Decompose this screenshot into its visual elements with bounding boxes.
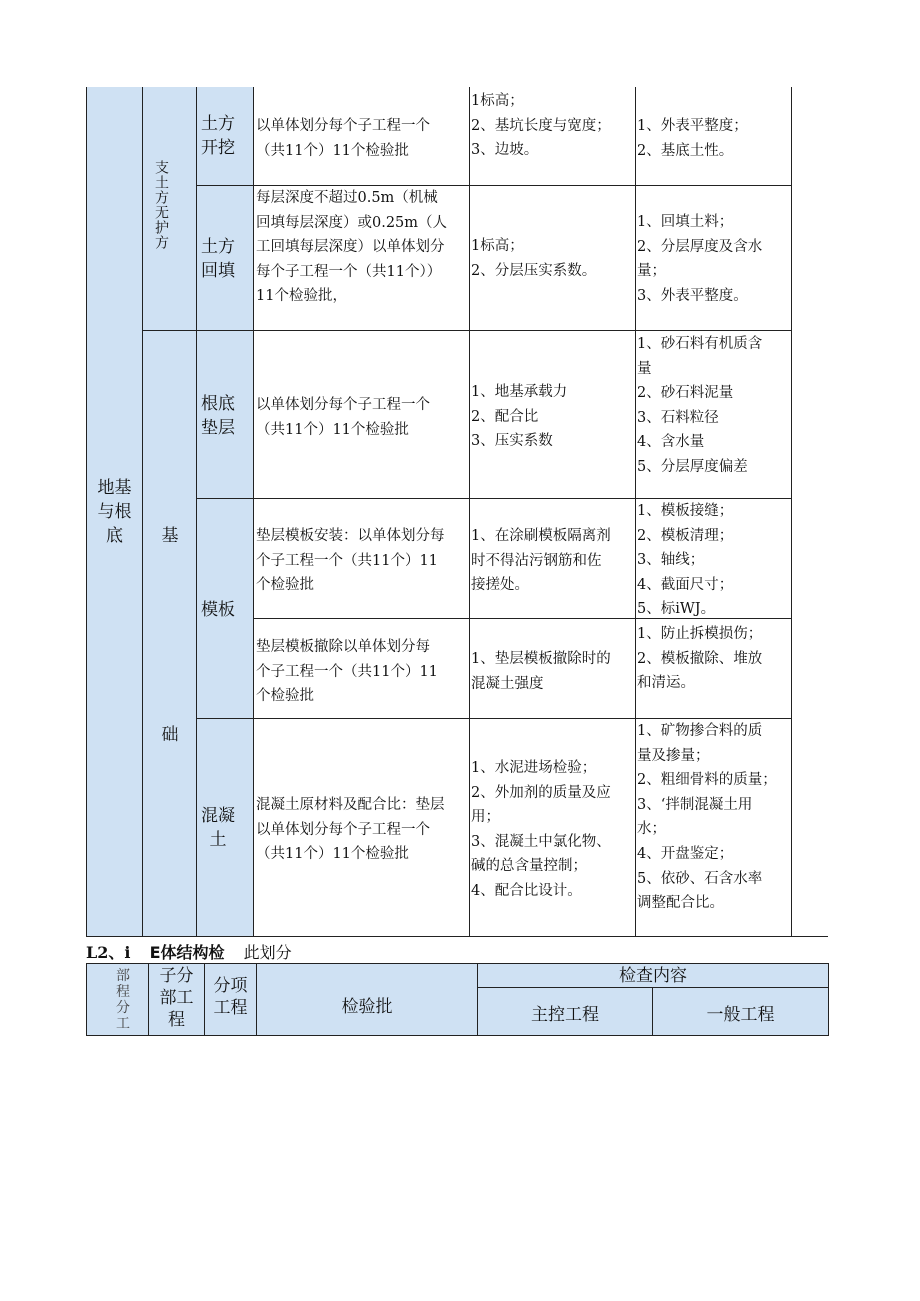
- section-heading: [86, 940, 292, 964]
- general-text: 1、模板接缝； 2、模板清理； 3、轴线； 4、截面尺寸； 5、标iWJ。: [637, 503, 734, 618]
- header-main-control: 主控工程: [531, 1005, 599, 1025]
- item-label: 土方 回填: [201, 237, 235, 281]
- main-control-text: 1、地基承载力 2、配合比 3、压实系数: [471, 384, 568, 450]
- batch-text: 垫层模板安装：以单体划分每 个子工程一个（共11个）11 个检验批: [256, 528, 445, 594]
- main-control-text: 1标高； 2、分层压实系数。: [471, 238, 597, 279]
- batch-text: 混凝土原材料及配合比：垫层 以单体划分每个子工程一个 （共11个）11个检验批: [256, 797, 445, 863]
- header-item: 分项 工程: [213, 976, 248, 1018]
- batch-text: 以单体划分每个子工程一个 （共11个）11个检验批: [256, 397, 430, 438]
- subdivision-cell-foundation: [143, 330, 197, 936]
- header-check-content: 检查内容: [619, 966, 687, 986]
- general-text: 1、砂石料有机质含 量 2、砂石料泥量 3、石料粒径 4、含水量 5、分层厚度偏差: [637, 336, 763, 475]
- main-control-text: 1、垫层模板撤除时的 混凝土强度: [471, 651, 611, 692]
- main-control-text: 1、在涂刷模板隔离剂 时不得沾污钢筋和佐 接搓处。: [471, 528, 611, 594]
- subdivision-label-earthwork: 支土方无护方: [153, 160, 169, 250]
- item-label: 混凝 土: [201, 806, 235, 850]
- general-text: 1、回填土料； 2、分层厚度及含水 量； 3、外表平整度。: [637, 214, 763, 304]
- batch-text: 垫层模板撤除以单体划分每 个子工程一个（共11个）11 个检验批: [256, 639, 438, 705]
- item-label: 根底 垫层: [201, 394, 235, 438]
- subdivision-label-foundation-2: 础: [161, 725, 179, 745]
- section-number: L2、i: [86, 943, 131, 962]
- item-label: 土方 开挖: [201, 114, 235, 158]
- header-general: 一般工程: [706, 1005, 775, 1025]
- division-label: 地基 与根 底: [97, 478, 132, 546]
- section-title: E体结构检: [149, 943, 225, 962]
- general-text: 1、防止拆模损伤； 2、模板撤除、堆放 和清运。: [637, 626, 763, 692]
- header-subdivision: 子分 部工 程: [159, 966, 194, 1030]
- general-text: 1、外表平整度； 2、基底土性。: [637, 118, 748, 159]
- header-batch: 检验批: [341, 997, 393, 1017]
- section-title-tail: 此划分: [243, 943, 292, 962]
- item-label: 模板: [201, 600, 235, 620]
- general-text: 1、矿物掺合料的质 量及掺量； 2、粗细骨料的质量； 3、‘拌制混凝土用 水； 4、开盘鉴定； 5、依砂、石含水率 调整配合比。: [637, 723, 777, 912]
- subdivision-label-foundation-1: 基: [161, 526, 179, 546]
- main-control-text: 1、水泥进场检验； 2、外加剂的质量及应 用； 3、混凝土中氯化物、 碱的总含量控制； 4、配合比设计。: [471, 760, 611, 899]
- header-division: 部程分工: [116, 968, 130, 1032]
- batch-text: 每层深度不超过0.5m（机械 回填每层深度）或0.25m（人 工回填每层深度）以单体划分 每个子工程一个（共11个）） 11个检验批，: [256, 190, 448, 305]
- batch-text: 以单体划分每个子工程一个 （共11个）11个检验批: [256, 118, 430, 159]
- main-control-text: 1标高； 2、基坑长度与宽度； 3、边坡。: [471, 93, 611, 159]
